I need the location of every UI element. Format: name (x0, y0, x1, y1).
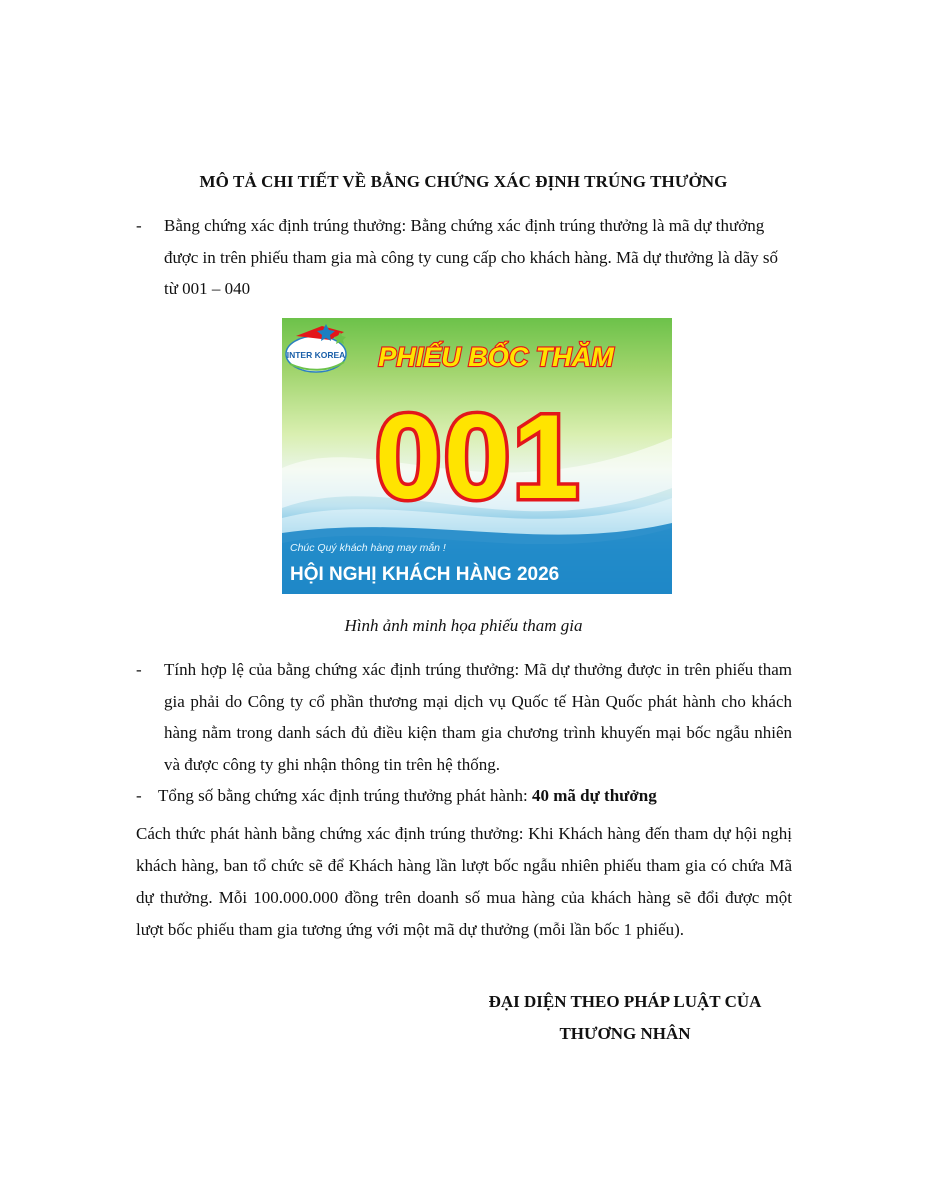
bullet-text-plain: Tổng số bằng chứng xác định trúng thưởng phát hành: (158, 786, 532, 805)
bullet-text: Tính hợp lệ của bằng chứng xác định trúng thưởng: Mã dự thưởng được in trên phiếu tham gia phải do Công ty cổ phần thương mại dịch vụ Quốc tế Hàn Quốc phát hành cho khách hàng nằm trong danh sách đủ điều kiện tham gia chương trình khuyến mại bốc ngẫu nhiên và được công ty ghi nhận thông tin trên hệ thống. (164, 660, 792, 774)
image-caption: Hình ảnh minh họa phiếu tham gia (344, 616, 583, 635)
signature-line-2: THƯƠNG NHÂN (559, 1024, 691, 1043)
ticket-wish: Chúc Quý khách hàng may mắn ! (290, 542, 446, 554)
ticket-event: HỘI NGHỊ KHÁCH HÀNG 2026 (290, 564, 560, 585)
inter-korea-logo (286, 324, 346, 372)
bullet-dash: - (136, 216, 142, 235)
bullet-dash: - (136, 660, 142, 679)
issuance-paragraph: Cách thức phát hành bằng chứng xác định trúng thưởng: Khi Khách hàng đến tham dự hội nghị khách hàng, ban tổ chức sẽ để Khách hàng lần lượt bốc ngẫu nhiên phiếu tham gia có chứa Mã dự thưởng. Mỗi 100.000.000 đồng trên doanh số mua hàng của khách hàng sẽ đổi được một lượt bốc phiếu tham gia tương ứng với một mã dự thưởng (mỗi lần bốc 1 phiếu). (136, 824, 792, 939)
document-title: MÔ TẢ CHI TIẾT VỀ BẰNG CHỨNG XÁC ĐỊNH TRÚNG THƯỞNG (199, 172, 728, 191)
logo-text: INTER KOREA (286, 350, 346, 360)
bullet-text-bold: 40 mã dự thưởng (531, 786, 657, 805)
signature-block (440, 986, 810, 1050)
signature-line-1: ĐẠI DIỆN THEO PHÁP LUẬT CỦA (488, 992, 762, 1011)
ticket-heading: PHIẾU BỐC THĂM (378, 342, 614, 372)
ticket-artwork (282, 318, 672, 594)
ticket-number: 001 (374, 390, 582, 524)
bullet-text (158, 780, 796, 812)
ticket-image (282, 318, 672, 594)
bullet-dash: - (136, 786, 142, 805)
bullet-text: Bằng chứng xác định trúng thưởng: Bằng chứng xác định trúng thưởng là mã dự thưởng được in trên phiếu tham gia mà công ty cung cấp cho khách hàng. Mã dự thưởng là dãy số từ 001 – 040 (164, 216, 779, 298)
